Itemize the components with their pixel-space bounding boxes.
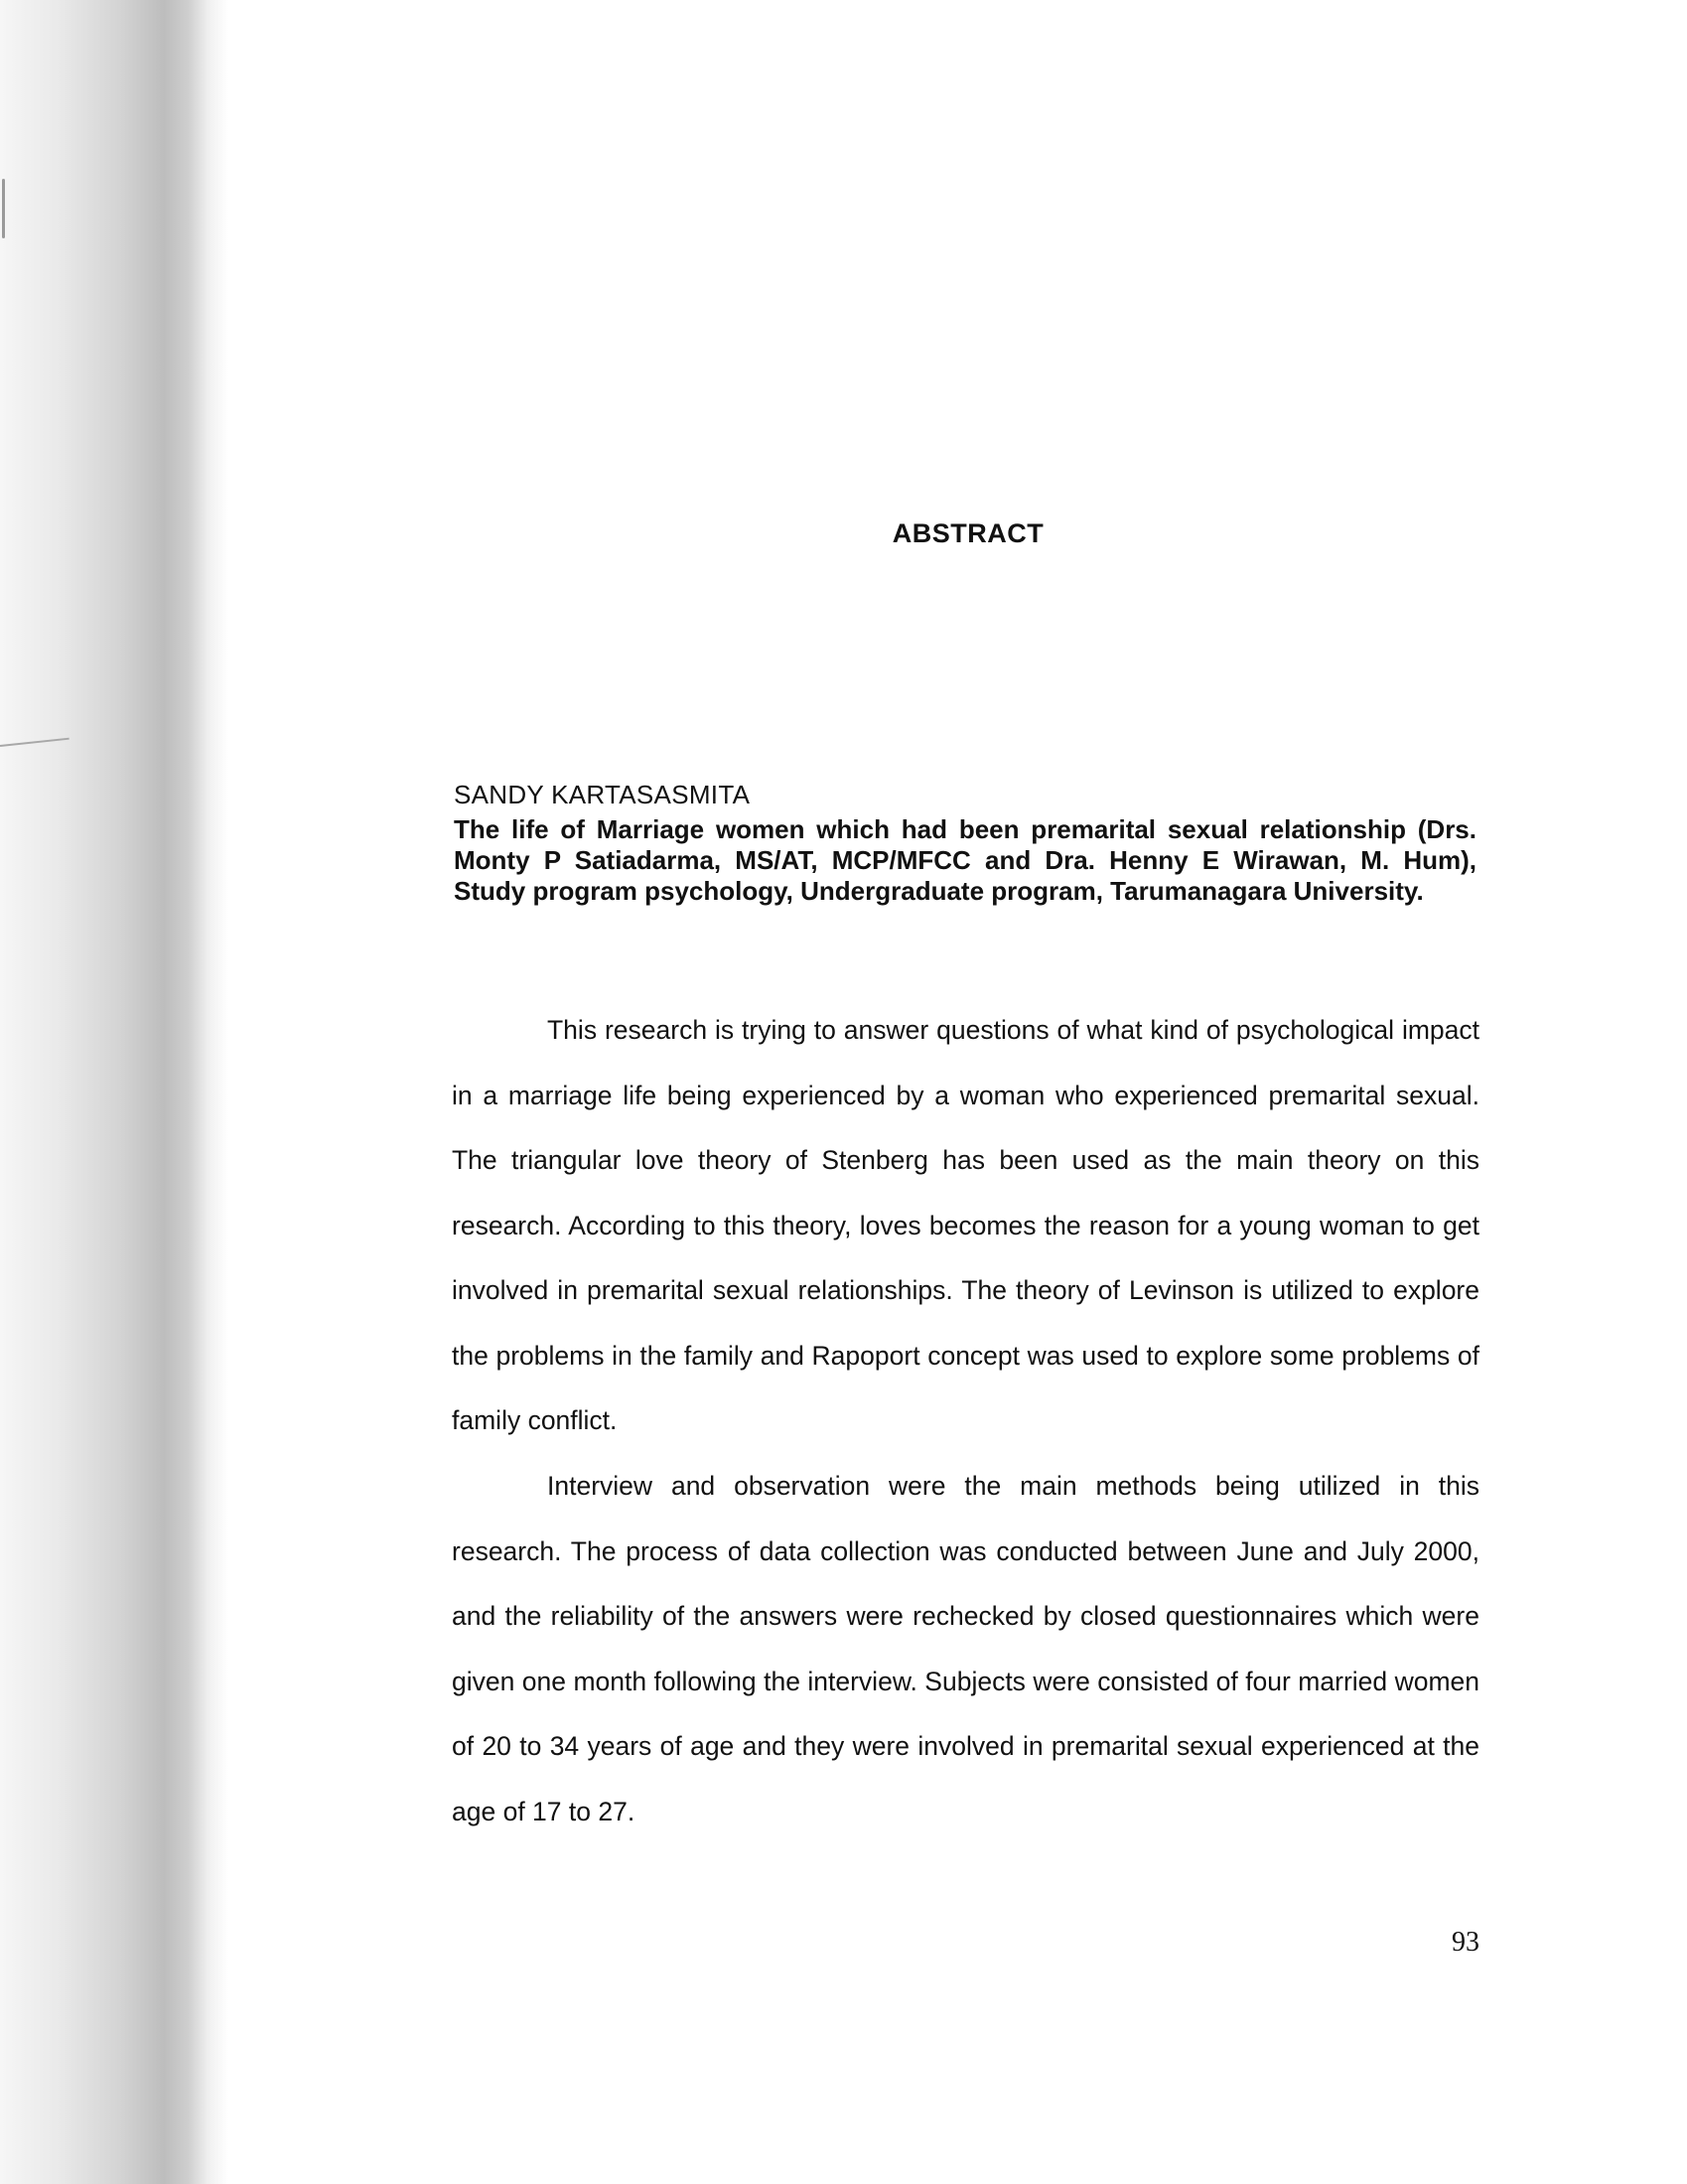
abstract-paragraph-1: This research is trying to answer questions of what kind of psychological impact in a marriage life being experienced by a woman who experienced premarital sexual. The triangular love theory of Stenberg has been used as the main theory on this research. According to this theory, loves becomes the reason for a young woman to get involved in premarital sexual relationships. The theory of Levinson is utilized to explore the problems in the family and Rapoport concept was used to explore some problems of family conflict. xyxy=(452,1015,1479,1435)
scan-binding-shadow xyxy=(0,0,228,2184)
author-name: SANDY KARTASASMITA xyxy=(454,780,751,809)
scan-artifact-mark xyxy=(2,179,5,238)
page-number: 93 xyxy=(1452,1927,1479,1958)
abstract-heading: ABSTRACT xyxy=(892,518,1045,548)
abstract-paragraph-2: Interview and observation were the main methods being utilized in this research. The process of data collection was conducted between June and July 2000, and the reliability of the answers were rechecked by closed questionnaires which were given one month following the interview. Subjects were consisted of four married women of 20 to 34 years of age and they were involved in premarital sexual experienced at the age of 17 to 27. xyxy=(452,1471,1479,1826)
thesis-citation: The life of Marriage women which had been premarital sexual relationship (Drs. Monty P Satiadarma, MS/AT, MCP/MFCC and Dra. Henny E Wirawan, M. Hum), Study program psychology, Undergraduate program, Tarumanagara University. xyxy=(454,814,1476,906)
